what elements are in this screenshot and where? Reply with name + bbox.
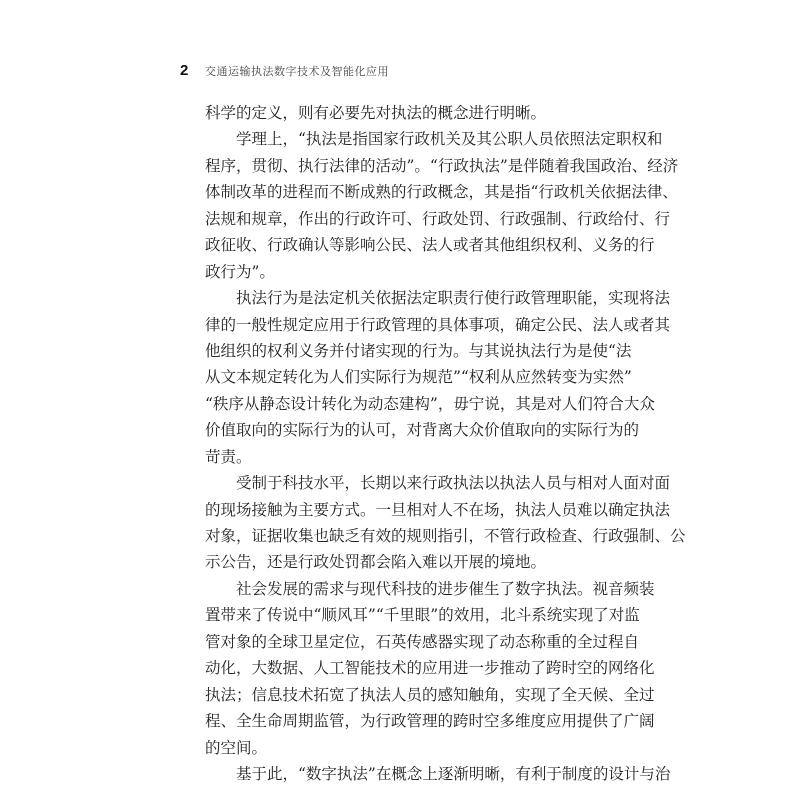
text-line: 的现场接触为主要方式。一旦相对人不在场，执法人员难以确定执法 — [205, 500, 671, 519]
text-line: 置带来了传说中“顺风耳”“千里眼”的效用，北斗系统实现了对监 — [205, 606, 640, 625]
text-line: 他组织的权利义务并付诸实现的行为。与其说执法行为是使“法 — [205, 341, 632, 360]
text-line: 价值取向的实际行为的认可，对背离大众价值取向的实际行为的 — [205, 421, 640, 440]
text-line: 执法；信息技术拓宽了执法人员的感知触角，实现了全天候、全过 — [205, 685, 655, 704]
running-header — [180, 62, 389, 79]
text-line: 从文本规定转化为人们实际行为规范”“权利从应然转变为实然” — [205, 368, 632, 387]
text-line: 管对象的全球卫星定位，石英传感器实现了动态称重的全过程自 — [205, 632, 640, 651]
book-title: 交通运输执法数字技术及智能化应用 — [205, 65, 389, 78]
text-line: 社会发展的需求与现代科技的进步催生了数字执法。视音频装 — [236, 579, 655, 598]
text-line: “秩序从静态设计转化为动态建构”，毋宁说，其是对人们符合大众 — [205, 394, 655, 413]
paragraph — [205, 761, 671, 787]
text-line: 法规和规章，作出的行政许可、行政处罚、行政强制、行政给付、行 — [205, 209, 671, 228]
text-line: 体制改革的进程而不断成熟的行政概念，其是指“行政机关依据法律、 — [205, 183, 678, 202]
text-line: 政征收、行政确认等影响公民、法人或者其他组织权利、义务的行 — [205, 236, 655, 255]
page-number: 2 — [180, 62, 189, 79]
text-line: 示公告，还是行政处罚都会陷入难以开展的境地。 — [205, 553, 547, 572]
text-line: 程序，贯彻、执行法律的活动”。“行政执法”是伴随着我国政治、经济 — [205, 156, 679, 175]
text-line: 执法行为是法定机关依据法定职责行使行政管理职能，实现将法 — [236, 289, 671, 308]
paragraph — [205, 126, 679, 285]
paragraph — [205, 470, 686, 576]
text-line: 基于此，“数字执法”在概念上逐渐明晰，有利于制度的设计与治 — [236, 764, 671, 783]
text-line: 对象，证据收集也缺乏有效的规则指引，不管行政检查、行政强制、公 — [205, 527, 686, 545]
text-line: 的空间。 — [205, 738, 268, 757]
text-line: 政行为”。 — [205, 262, 275, 281]
text-line: 苛责。 — [205, 447, 252, 466]
text-line: 受制于科技水平，长期以来行政执法以执法人员与相对人面对面 — [236, 474, 671, 493]
text-line: 动化，大数据、人工智能技术的应用进一步推动了跨时空的网络化 — [205, 659, 655, 678]
body-text — [205, 100, 686, 787]
paragraph — [205, 576, 655, 761]
paragraph — [205, 285, 671, 470]
text-line: 程、全生命周期监管，为行政管理的跨时空多维度应用提供了广阔 — [205, 712, 655, 731]
text-line: 科学的定义，则有必要先对执法的概念进行明晰。 — [205, 104, 547, 122]
text-line: 律的一般性规定应用于行政管理的具体事项，确定公民、法人或者其 — [205, 315, 671, 334]
paragraph — [205, 100, 596, 126]
text-line: 学理上，“执法是指国家行政机关及其公职人员依照法定职权和 — [236, 130, 663, 149]
